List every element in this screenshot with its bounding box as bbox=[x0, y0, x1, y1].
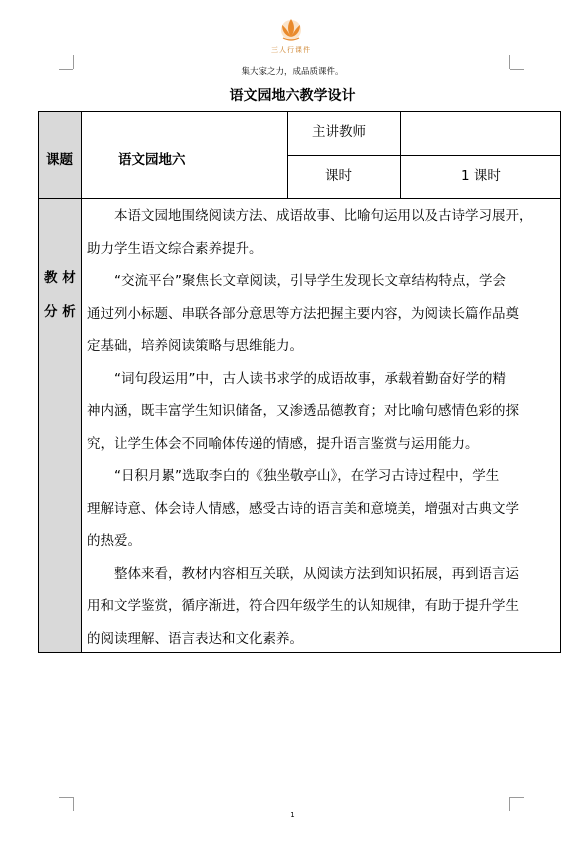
analysis-line: “词句段运用”中，古人读书求学的成语故事，承载着勤奋好学的精 bbox=[87, 370, 506, 387]
teacher-value-cell[interactable] bbox=[400, 111, 561, 156]
analysis-line: 定基础，培养阅读策略与思维能力。 bbox=[87, 338, 303, 354]
crop-mark bbox=[59, 797, 73, 798]
period-label-cell bbox=[287, 155, 401, 199]
document-title: 语文园地六教学设计 bbox=[229, 88, 356, 104]
analysis-line: “交流平台”聚焦长文章阅读，引导学生发现长文章结构特点，学会 bbox=[87, 273, 506, 289]
analysis-label-line-2: 分 析 bbox=[44, 304, 76, 320]
header-slogan: 集大家之力，成品质课件。 bbox=[241, 67, 344, 77]
analysis-line: 的热爱。 bbox=[87, 533, 141, 549]
analysis-line: 用和文学鉴赏，循序渐进，符合四年级学生的认知规律，有助于提升学生 bbox=[87, 598, 519, 614]
analysis-line: “日积月累”选取李白的《独坐敬亭山》，在学习古诗过程中，学生 bbox=[87, 468, 500, 484]
teacher-label-cell bbox=[287, 111, 401, 156]
analysis-line: 神内涵，既丰富学生知识储备，又渗透品德教育；对比喻句感情色彩的探 bbox=[87, 403, 519, 419]
topic-label-cell bbox=[38, 111, 82, 199]
analysis-line: 整体来看，教材内容相互关联，从阅读方法到知识拓展，再到语言运 bbox=[87, 565, 519, 582]
page-number: 1 bbox=[290, 811, 295, 819]
crop-mark bbox=[510, 797, 524, 798]
topic-value-cell bbox=[81, 111, 288, 199]
logo-caption: 三人行课件 bbox=[271, 46, 311, 54]
logo bbox=[259, 16, 323, 66]
period-value: 1 课时 bbox=[461, 168, 501, 184]
analysis-line: 助力学生语文综合素养提升。 bbox=[87, 240, 263, 257]
period-label: 课时 bbox=[325, 168, 352, 184]
analysis-line: 通过列小标题、串联各部分意思等方法把握主要内容，为阅读长篇作品奠 bbox=[87, 305, 519, 322]
analysis-label-line-1: 教 材 bbox=[44, 270, 76, 286]
analysis-label-cell bbox=[38, 198, 82, 653]
crop-mark bbox=[509, 797, 510, 811]
lotus-logo-icon bbox=[259, 16, 323, 46]
analysis-text bbox=[87, 200, 561, 655]
analysis-line: 理解诗意、体会诗人情感，感受古诗的语言美和意境美，增强对古典文学 bbox=[87, 500, 519, 517]
analysis-line: 本语文园地围绕阅读方法、成语故事、比喻句运用以及古诗学习展开， bbox=[87, 208, 533, 224]
crop-mark bbox=[73, 797, 74, 811]
topic-value: 语文园地六 bbox=[118, 152, 186, 168]
period-value-cell bbox=[400, 155, 561, 199]
analysis-line: 的阅读理解、语言表达和文化素养。 bbox=[87, 630, 303, 647]
teacher-label: 主讲教师 bbox=[312, 124, 366, 140]
analysis-line: 究，让学生体会不同喻体传递的情感，提升语言鉴赏与运用能力。 bbox=[87, 435, 479, 452]
topic-label: 课题 bbox=[46, 152, 73, 168]
